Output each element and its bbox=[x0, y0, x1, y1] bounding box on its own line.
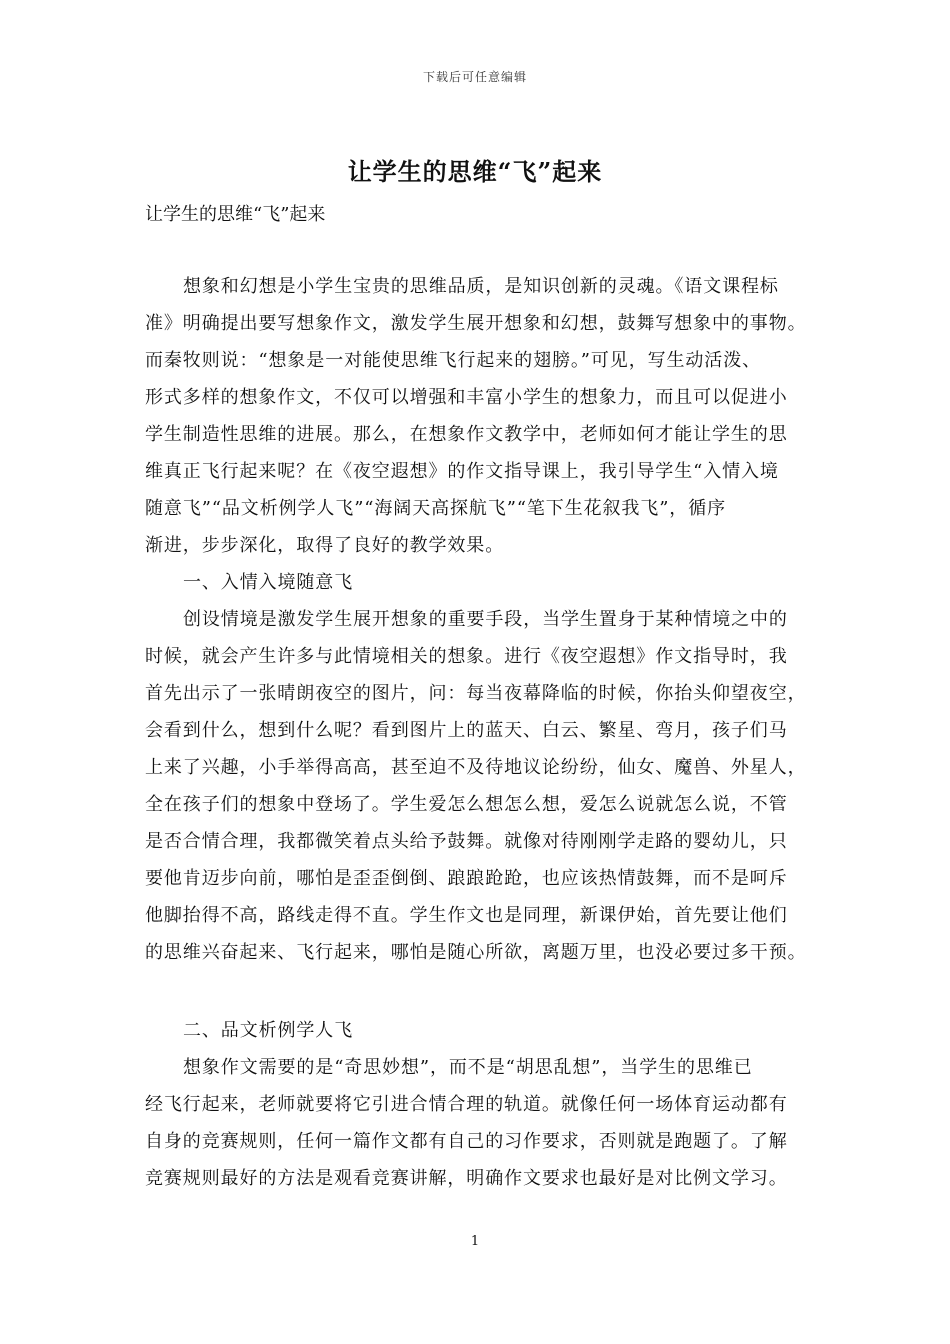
paragraph-line: 的思维兴奋起来、飞行起来，哪怕是随心所欲，离题万里，也没必要过多干预。 bbox=[145, 942, 807, 963]
paragraph-line: 形式多样的想象作文，不仅可以增强和丰富小学生的想象力，而且可以促进小 bbox=[145, 387, 788, 408]
paragraph-line: 维真正飞行起来呢？在《夜空遐想》的作文指导课上，我引导学生“入情入境 bbox=[145, 461, 779, 482]
document-subtitle: 让学生的思维“飞”起来 bbox=[145, 204, 326, 225]
paragraph-line: 学生制造性思维的进展。那么，在想象作文教学中，老师如何才能让学生的思 bbox=[145, 424, 788, 445]
page-number: 1 bbox=[470, 1234, 480, 1249]
paragraph-line: 随意飞”“品文析例学人飞”“海阔天高探航飞”“笔下生花叙我飞”，循序 bbox=[145, 498, 727, 519]
paragraph-line: 全在孩子们的想象中登场了。学生爱怎么想怎么想，爱怎么说就怎么说，不管 bbox=[145, 794, 788, 815]
paragraph-line: 是否合情合理，我都微笑着点头给予鼓舞。就像对待刚刚学走路的婴幼儿，只 bbox=[145, 831, 788, 852]
paragraph-line: 首先出示了一张晴朗夜空的图片，问：每当夜幕降临的时候，你抬头仰望夜空， bbox=[145, 683, 807, 704]
document-title: 让学生的思维“飞”起来 bbox=[347, 157, 603, 186]
paragraph-line: 创设情境是激发学生展开想象的重要手段，当学生置身于某种情境之中的 bbox=[183, 609, 788, 630]
paragraph-line: 会看到什么，想到什么呢？看到图片上的蓝天、白云、繁星、弯月，孩子们马 bbox=[145, 720, 788, 741]
paragraph-line: 竞赛规则最好的方法是观看竞赛讲解，明确作文要求也最好是对比例文学习。 bbox=[145, 1168, 788, 1189]
section-heading-1: 一、入情入境随意飞 bbox=[183, 572, 354, 593]
paragraph-line: 渐进，步步深化，取得了良好的教学效果。 bbox=[145, 535, 505, 556]
section-two bbox=[145, 1012, 810, 1197]
section-heading-2: 二、品文析例学人飞 bbox=[183, 1020, 354, 1041]
paragraph-line: 而秦牧则说：“想象是一对能使思维飞行起来的翅膀。”可见，写生动活泼、 bbox=[145, 350, 762, 371]
intro-paragraph bbox=[145, 268, 810, 971]
paragraph-line: 想象和幻想是小学生宝贵的思维品质，是知识创新的灵魂。《语文课程标 bbox=[183, 276, 779, 297]
paragraph-line: 想象作文需要的是“奇思妙想”，而不是“胡思乱想”，当学生的思维已 bbox=[183, 1057, 753, 1078]
paragraph-line: 经飞行起来，老师就要将它引进合情合理的轨道。就像任何一场体育运动都有 bbox=[145, 1094, 788, 1115]
paragraph-line: 上来了兴趣，小手举得高高，甚至迫不及待地议论纷纷，仙女、魔兽、外星人， bbox=[145, 757, 807, 778]
paragraph-line: 他脚抬得不高，路线走得不直。学生作文也是同理，新课伊始，首先要让他们 bbox=[145, 905, 788, 926]
paragraph-line: 要他肯迈步向前，哪怕是歪歪倒倒、踉踉跄跄，也应该热情鼓舞，而不是呵斥 bbox=[145, 868, 788, 889]
paragraph-line: 自身的竞赛规则，任何一篇作文都有自己的习作要求，否则就是跑题了。了解 bbox=[145, 1131, 788, 1152]
paragraph-line: 时候，就会产生许多与此情境相关的想象。进行《夜空遐想》作文指导时，我 bbox=[145, 646, 788, 667]
paragraph-line: 准》明确提出要写想象作文，激发学生展开想象和幻想，鼓舞写想象中的事物。 bbox=[145, 313, 807, 334]
page-header-note: 下载后可任意编辑 bbox=[422, 70, 527, 84]
